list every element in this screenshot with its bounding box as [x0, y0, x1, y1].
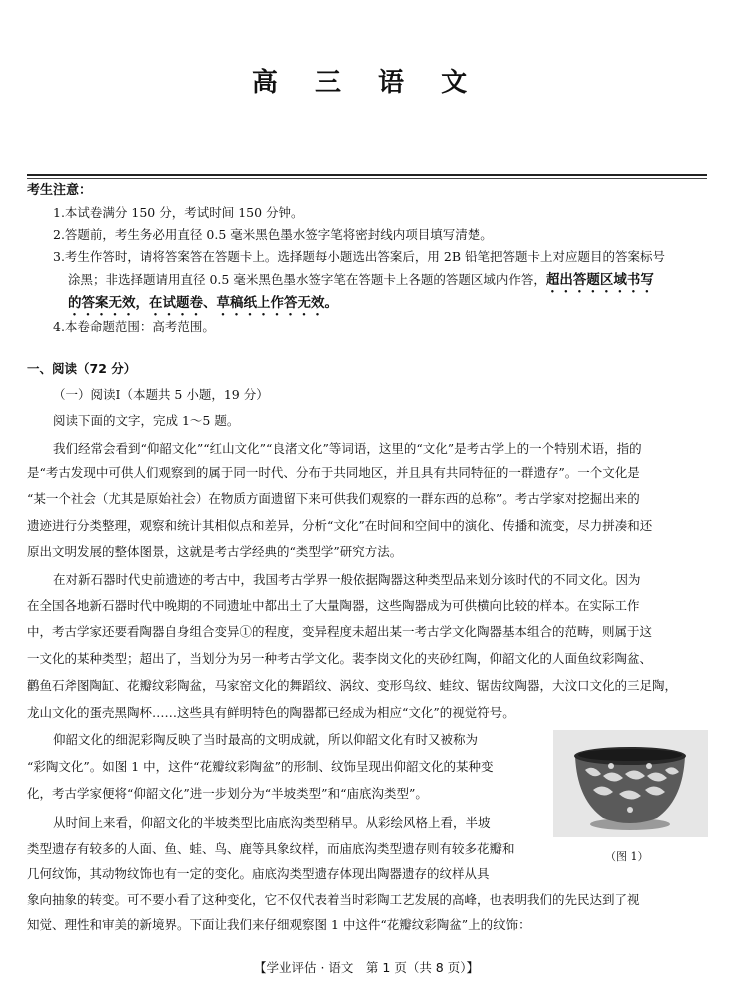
page-footer: 【学业评估 · 语文 第 1 页（共 8 页）】 [254, 960, 479, 975]
notice-item-2: 2.答题前，考生务必用直径 0.5 毫米黑色墨水签字笔将密封线内项目填写清楚。 [53, 227, 493, 242]
section-heading: 一、阅读（72 分） [27, 361, 137, 376]
para1-line: 原出文明发展的整体图景，这就是考古学经典的“类型学”研究方法。 [27, 544, 403, 559]
figure-1-image [553, 730, 708, 837]
para3-line: 化，考古学家便将“仰韶文化”进一步划分为“半坡类型”和“庙底沟类型”。 [27, 786, 428, 801]
title-rule-thick [27, 174, 707, 176]
para2-line: 一文化的某种类型；超出了，当划分为另一种考古学文化。裴李岗文化的夹砂红陶，仰韶文化的人面鱼纹彩陶盆、 [27, 651, 653, 666]
notice-item-4: 4.本卷命题范围：高考范围。 [53, 319, 215, 334]
para1-line: 遗迹进行分类整理，观察和统计其相似点和差异，分析“文化”在时间和空间中的演化、传播和流变，尽力拼凑和还 [27, 518, 653, 533]
para4-line: 知觉、理性和审美的新境界。下面让我们来仔细观察图 1 中这件“花瓣纹彩陶盆”上的纹饰： [27, 917, 531, 932]
para1-line: 我们经常会看到“仰韶文化”“红山文化”“良渚文化”等词语，这里的“文化”是考古学上的一个特别术语，指的 [53, 441, 642, 456]
instruction: 阅读下面的文字，完成 1～5 题。 [53, 413, 240, 428]
para4-line: 象向抽象的转变。可不要小看了这种变化，它不仅代表着当时彩陶工艺发展的高峰，也表明我们的先民达到了视 [27, 892, 640, 907]
notice-item-3: 3.考生作答时，请将答案答在答题卡上。选择题每小题选出答案后，用 2B 铅笔把答题卡上对应题目的答案标号 [53, 249, 666, 264]
para4-line: 几何纹饰，其动物纹饰也有一定的变化。庙底沟类型遗存体现出陶器遗存的纹样从具 [27, 866, 490, 881]
para2-line: 鹳鱼石斧图陶缸、花瓣纹彩陶盆，马家窑文化的舞蹈纹、涡纹、变形鸟纹、蛙纹、锯齿纹陶器，大汶口文化的三足陶， [27, 678, 678, 693]
para2-line: 龙山文化的蛋壳黑陶杯……这些具有鲜明特色的陶器都已经成为相应“文化”的视觉符号。 [27, 705, 515, 720]
para3-line: 仰韶文化的细泥彩陶反映了当时最高的文明成就，所以仰韶文化有时又被称为 [53, 732, 479, 747]
para4-line: 类型遗存有较多的人面、鱼、蛙、鸟、鹿等具象纹样，而庙底沟类型遗存则有较多花瓣和 [27, 841, 515, 856]
notice-emphasis-1: 超出答题区域书写 [545, 272, 654, 288]
page-title: 高 三 语 文 [251, 68, 482, 98]
figure-caption: （图 1） [605, 850, 649, 863]
notice-emphasis-2: 的答案无效，在试题卷、草稿纸上作答无效。 [68, 295, 338, 311]
para1-line: “某一个社会（尤其是原始社会）在物质方面遗留下来可供我们观察的一群东西的总称”。考古学家对挖掘出来的 [27, 491, 640, 506]
notice-item-3-text: 涂黑；非选择题请用直径 0.5 毫米黑色墨水签字笔在答题卡上各题的答题区域内作答， [68, 272, 546, 287]
para2-line: 中，考古学家还要看陶器自身组合变异①的程度，变异程度未超出某一考古学文化陶器基本组合的范畴，则属于这 [27, 624, 653, 639]
title-rule-thin [27, 178, 707, 179]
notice-heading: 考生注意： [27, 183, 93, 198]
pottery-basin-illustration [553, 730, 708, 837]
section-sub: （一）阅读Ⅰ（本题共 5 小题，19 分） [53, 387, 269, 402]
para2-line: 在对新石器时代史前遗迹的考古中，我国考古学界一般依据陶器这种类型品来划分该时代的不同文化。因为 [53, 572, 641, 587]
para2-line: 在全国各地新石器时代中晚期的不同遗址中都出土了大量陶器，这些陶器成为可供横向比较的样本。在实际工作 [27, 598, 640, 613]
para3-line: “彩陶文化”。如图 1 中，这件“花瓣纹彩陶盆”的形制、纹饰呈现出仰韶文化的某种变 [27, 759, 494, 774]
para1-line: 是“考古发现中可供人们观察到的属于同一时代、分布于共同地区，并且具有共同特征的一群遗存”。一个文化是 [27, 465, 640, 480]
notice-item-1: 1.本试卷满分 150 分，考试时间 150 分钟。 [53, 205, 304, 220]
para4-line: 从时间上来看，仰韶文化的半坡类型比庙底沟类型稍早。从彩绘风格上看，半坡 [53, 815, 491, 830]
